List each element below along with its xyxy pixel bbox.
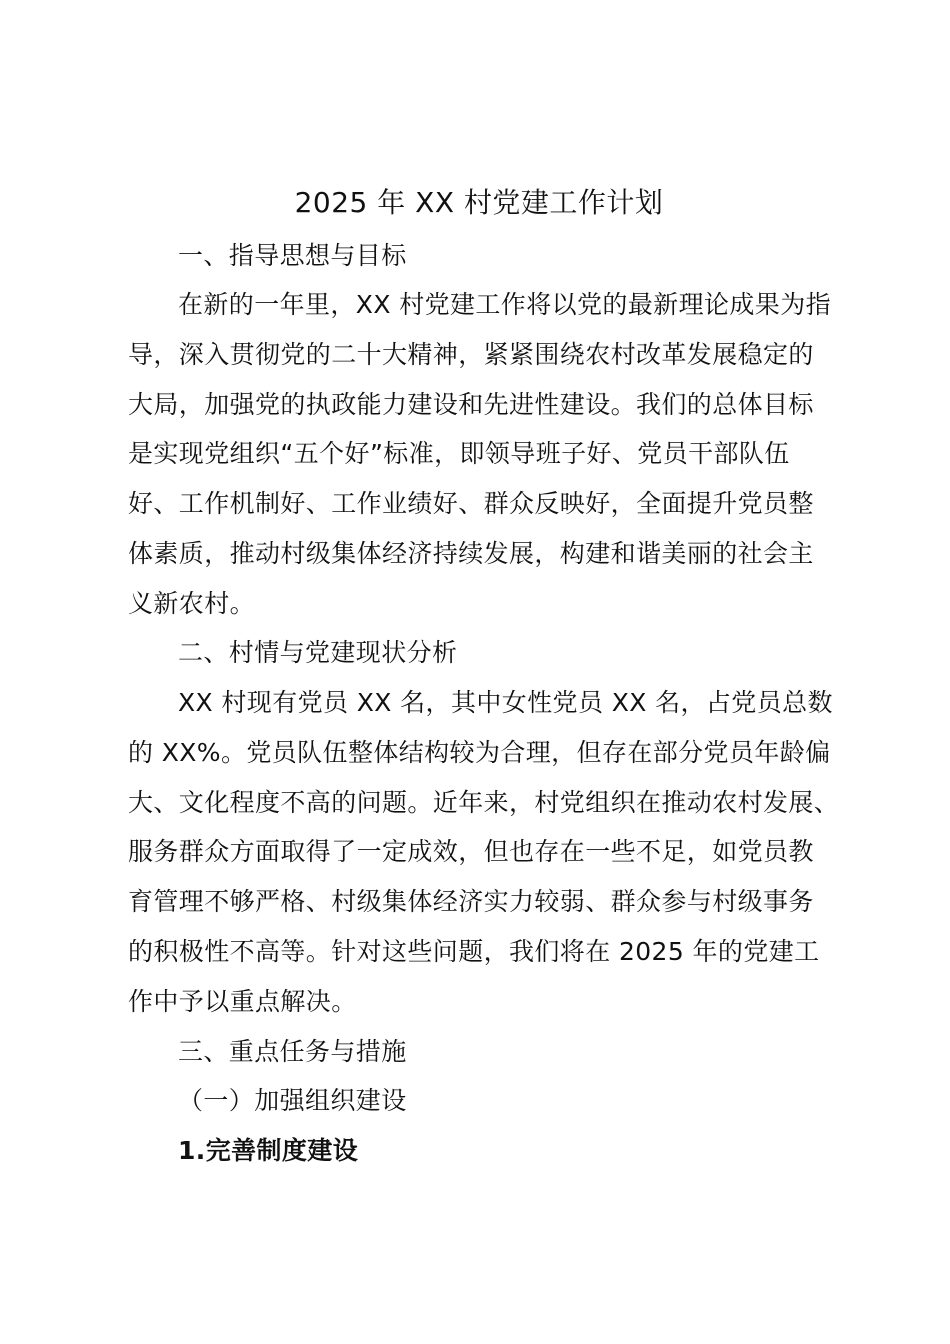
paragraph-line: 的 XX%。党员队伍整体结构较为合理，但存在部分党员年龄偏 xyxy=(128,738,831,767)
section-heading-key-tasks: 三、重点任务与措施 xyxy=(178,1037,407,1066)
paragraph-line: 大局，加强党的执政能力建设和先进性建设。我们的总体目标 xyxy=(128,390,814,419)
item-heading-system-building: 1.完善制度建设 xyxy=(178,1136,359,1165)
paragraph-line: 义新农村。 xyxy=(128,589,256,618)
subsection-heading-organization: （一）加强组织建设 xyxy=(178,1086,407,1115)
paragraph-line: 体素质，推动村级集体经济持续发展，构建和谐美丽的社会主 xyxy=(128,539,814,568)
paragraph-line: 育管理不够严格、村级集体经济实力较弱、群众参与村级事务 xyxy=(128,887,814,916)
paragraph-line: 在新的一年里，XX 村党建工作将以党的最新理论成果为指 xyxy=(178,290,832,319)
paragraph-line: 是实现党组织“五个好”标准，即领导班子好、党员干部队伍 xyxy=(128,439,790,468)
paragraph-line: 作中予以重点解决。 xyxy=(128,987,357,1016)
paragraph-line: 的积极性不高等。针对这些问题，我们将在 2025 年的党建工 xyxy=(128,937,820,966)
paragraph-line: 导，深入贯彻党的二十大精神，紧紧围绕农村改革发展稳定的 xyxy=(128,340,814,369)
section-heading-guiding-ideology: 一、指导思想与目标 xyxy=(178,241,407,270)
paragraph-line: 服务群众方面取得了一定成效，但也存在一些不足，如党员教 xyxy=(128,837,814,866)
paragraph-line: XX 村现有党员 XX 名，其中女性党员 XX 名，占党员总数 xyxy=(178,688,833,717)
paragraph-line: 大、文化程度不高的问题。近年来，村党组织在推动农村发展、 xyxy=(128,788,840,817)
document-title: 2025 年 XX 村党建工作计划 xyxy=(294,186,664,219)
section-heading-status-analysis: 二、村情与党建现状分析 xyxy=(178,638,458,667)
paragraph-line: 好、工作机制好、工作业绩好、群众反映好，全面提升党员整 xyxy=(128,489,814,518)
